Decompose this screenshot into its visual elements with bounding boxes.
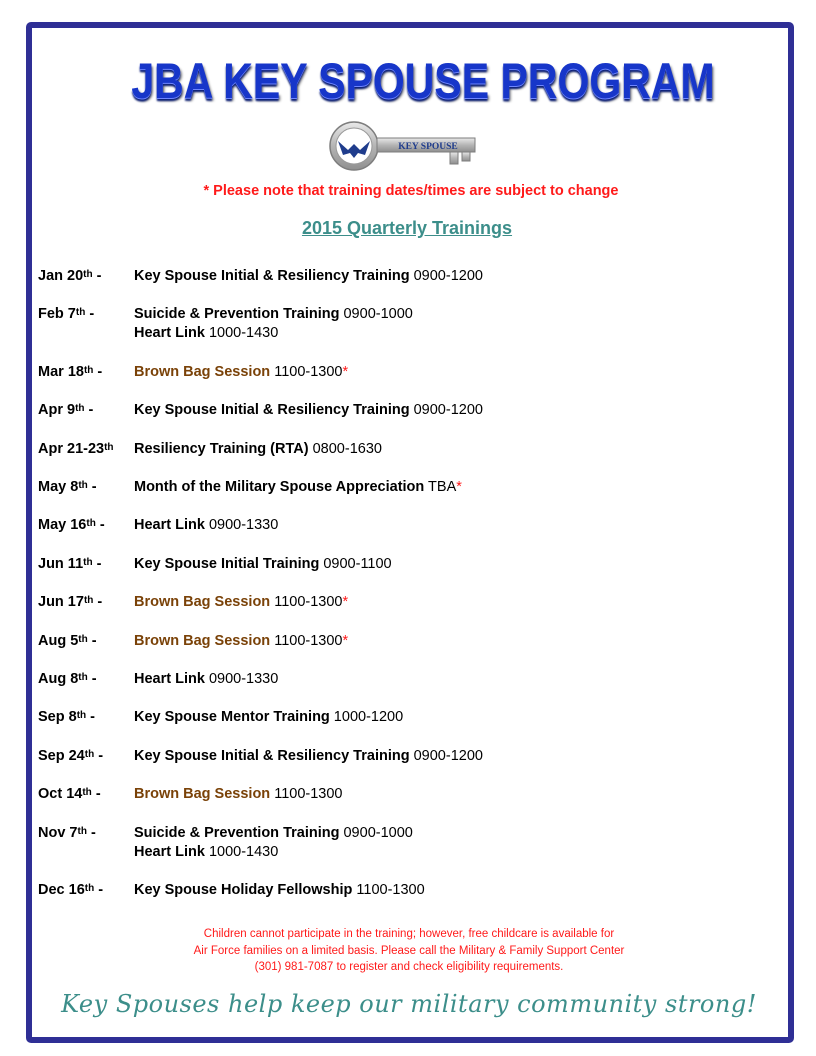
schedule-event [134,593,348,612]
event-time: 1000-1200 [329,709,404,725]
event-title: Heart Link [134,671,205,687]
event-title: Brown Bag Session [134,633,271,649]
schedule-row [38,632,758,651]
schedule-event [134,516,278,535]
event-title: Suicide & Prevention Training [134,825,340,841]
schedule-event [134,824,413,843]
schedule-date: Jun 11th - [38,556,102,572]
schedule-event [134,843,278,862]
schedule-event [134,478,462,497]
schedule-date: Aug 8th - [38,671,97,687]
schedule-date: Jan 20th - [38,268,102,284]
schedule-row [38,267,758,286]
schedule-row [38,440,758,459]
event-time: 1100-1300 [270,786,343,802]
event-title: Key Spouse Initial & Resiliency Training [134,268,410,284]
event-title: Heart Link [134,844,205,860]
schedule-date: Sep 24th - [38,748,104,764]
schedule-row [38,881,758,900]
event-title: Key Spouse Holiday Fellowship [134,882,353,898]
schedule-event [134,708,403,727]
schedule-event [134,555,392,574]
event-time: 0900-1200 [409,748,483,764]
schedule-event [134,363,348,382]
schedule-date: Oct 14th - [38,786,101,802]
schedule-row [38,785,758,804]
schedule-row [38,305,758,343]
event-title: Heart Link [134,325,205,341]
event-time: 0900-1330 [204,671,279,687]
schedule-date: May 8th - [38,479,97,495]
subject-to-change-marker: * [342,364,349,380]
schedule-row [38,593,758,612]
event-time: 0900-1200 [409,402,483,418]
schedule-date: Aug 5th - [38,633,97,649]
childcare-line: (301) 981-7087 to register and check eligibility requirements. [254,961,564,973]
schedule-date: May 16th - [38,517,105,533]
schedule-row [38,363,758,382]
schedule-event [134,785,342,804]
event-time: 1100-1300 [352,882,425,898]
event-time: 0800-1630 [308,441,382,457]
schedule-date: Feb 7th - [38,306,95,322]
schedule-event [134,401,483,420]
event-title: Brown Bag Session [134,786,271,802]
event-title: Key Spouse Initial & Resiliency Training [134,402,410,418]
schedule-row [38,401,758,420]
childcare-line: Children cannot participate in the training; however, free childcare is available for [203,928,615,940]
schedule-row [38,747,758,766]
event-title: Brown Bag Session [134,594,271,610]
childcare-notice [0,926,816,976]
schedule-event [134,881,425,900]
schedule-date: Apr 9th - [38,402,94,418]
schedule-event [134,440,382,459]
tagline: Key Spouses help keep our military community strong! [61,990,757,1018]
event-time: 0900-1100 [319,556,392,572]
event-time: 1100-1300 [270,364,343,380]
event-time: 1100-1300 [270,633,343,649]
schedule-row [38,478,758,497]
event-time: 1000-1430 [204,325,279,341]
event-title: Heart Link [134,517,205,533]
event-title: Month of the Military Spouse Appreciation [134,479,425,495]
schedule-date: Sep 8th - [38,709,95,725]
childcare-line: Air Force families on a limited basis. Please call the Military & Family Support Center [193,944,625,957]
event-time: TBA [424,479,457,495]
schedule-row [38,516,758,535]
schedule-row [38,670,758,689]
schedule-row [38,555,758,574]
schedule-event [134,267,483,286]
event-title: Key Spouse Initial & Resiliency Training [134,748,410,764]
schedule-date: Nov 7th - [38,825,96,841]
logo-text: KEY SPOUSE [398,142,458,152]
schedule-change-note: * Please note that training dates/times are subject to change [203,183,619,199]
subject-to-change-marker: * [342,633,349,649]
event-title: Suicide & Prevention Training [134,306,340,322]
event-title: Brown Bag Session [134,364,271,380]
schedule-event [134,632,348,651]
schedule-event [134,747,483,766]
event-title: Key Spouse Initial Training [134,556,320,572]
event-time: 1100-1300 [270,594,343,610]
schedule-event [134,324,278,343]
event-time: 0900-1200 [409,268,483,284]
schedule-event [134,670,278,689]
schedule-date: Apr 21-23th [38,441,114,457]
schedule-event [134,305,413,324]
trainings-subtitle: 2015 Quarterly Trainings [301,218,513,238]
key-spouse-logo [328,120,480,172]
event-time: 0900-1000 [339,306,413,322]
schedule-date: Jun 17th - [38,594,103,610]
program-title: JBA KEY SPOUSE PROGRAM [131,53,715,109]
event-time: 1000-1430 [204,844,279,860]
event-title: Resiliency Training (RTA) [134,441,309,457]
subject-to-change-marker: * [342,594,349,610]
event-time: 0900-1330 [204,517,279,533]
schedule-row [38,708,758,727]
event-title: Key Spouse Mentor Training [134,709,330,725]
schedule-date: Mar 18th - [38,364,103,380]
subject-to-change-marker: * [456,479,462,495]
schedule-row [38,824,758,862]
schedule-date: Dec 16th - [38,882,104,898]
event-time: 0900-1000 [339,825,413,841]
